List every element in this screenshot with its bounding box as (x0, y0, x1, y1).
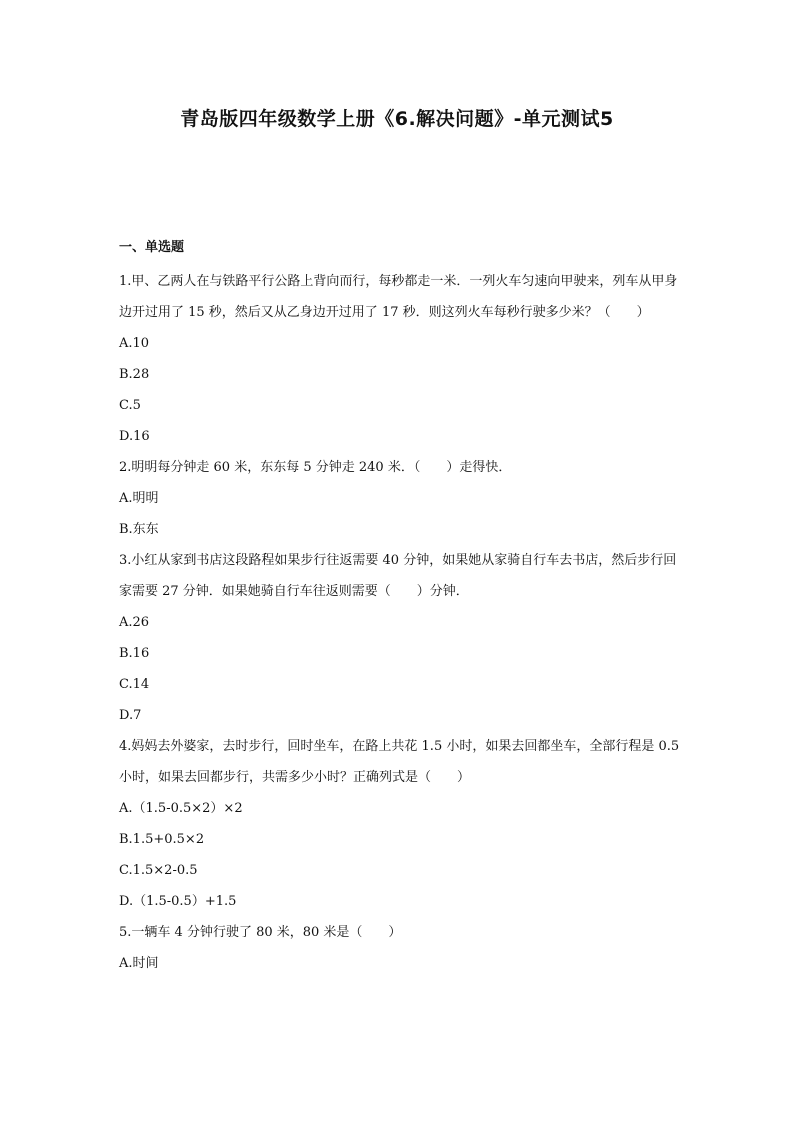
option-d: D.7 (119, 708, 142, 723)
question-5 (119, 917, 684, 979)
option-a: A.26 (119, 615, 150, 630)
option-b: B.东东 (119, 522, 159, 537)
option-d: D.（1.5-0.5）+1.5 (119, 894, 237, 909)
question-3 (119, 545, 684, 731)
option-a: A.时间 (119, 956, 159, 971)
question-text: 4.妈妈去外婆家，去时步行，回时坐车，在路上共花 1.5 小时，如果去回都坐车，全部行程是 0.5 小时，如果去回都步行，共需多少小时？正确列式是（ ） (119, 739, 680, 785)
option-d: D.16 (119, 429, 150, 444)
option-b: B.28 (119, 367, 150, 382)
question-list (119, 236, 684, 979)
option-a: A.10 (119, 336, 150, 351)
option-a: A.明明 (119, 491, 159, 506)
question-1 (119, 266, 684, 452)
question-text: 1.甲、乙两人在与铁路平行公路上背向而行，每秒都走一米．一列火车匀速向甲驶来，列车从甲身边开过用了 15 秒，然后又从乙身边开过用了 17 秒．则这列火车每秒行驶多少米？（ ） (119, 274, 678, 320)
option-c: C.1.5×2-0.5 (119, 863, 198, 878)
option-c: C.5 (119, 398, 141, 413)
option-b: B.1.5+0.5×2 (119, 832, 205, 847)
option-a: A.（1.5-0.5×2）×2 (119, 801, 243, 816)
question-text: 2.明明每分钟走 60 米，东东每 5 分钟走 240 米．（ ）走得快． (119, 460, 512, 475)
question-text: 5.一辆车 4 分钟行驶了 80 米，80 米是（ ） (119, 925, 402, 940)
question-2 (119, 452, 684, 545)
question-text: 3.小红从家到书店这段路程如果步行往返需要 40 分钟，如果她从家骑自行车去书店，然后步行回家需要 27 分钟．如果她骑自行车往返则需要（ ）分钟． (119, 553, 677, 599)
document-title: 青岛版四年级数学上册《6.解决问题》-单元测试5 (180, 108, 614, 130)
option-b: B.16 (119, 646, 150, 661)
question-4 (119, 731, 684, 917)
section-heading: 一、单选题 (119, 240, 185, 255)
option-c: C.14 (119, 677, 150, 692)
